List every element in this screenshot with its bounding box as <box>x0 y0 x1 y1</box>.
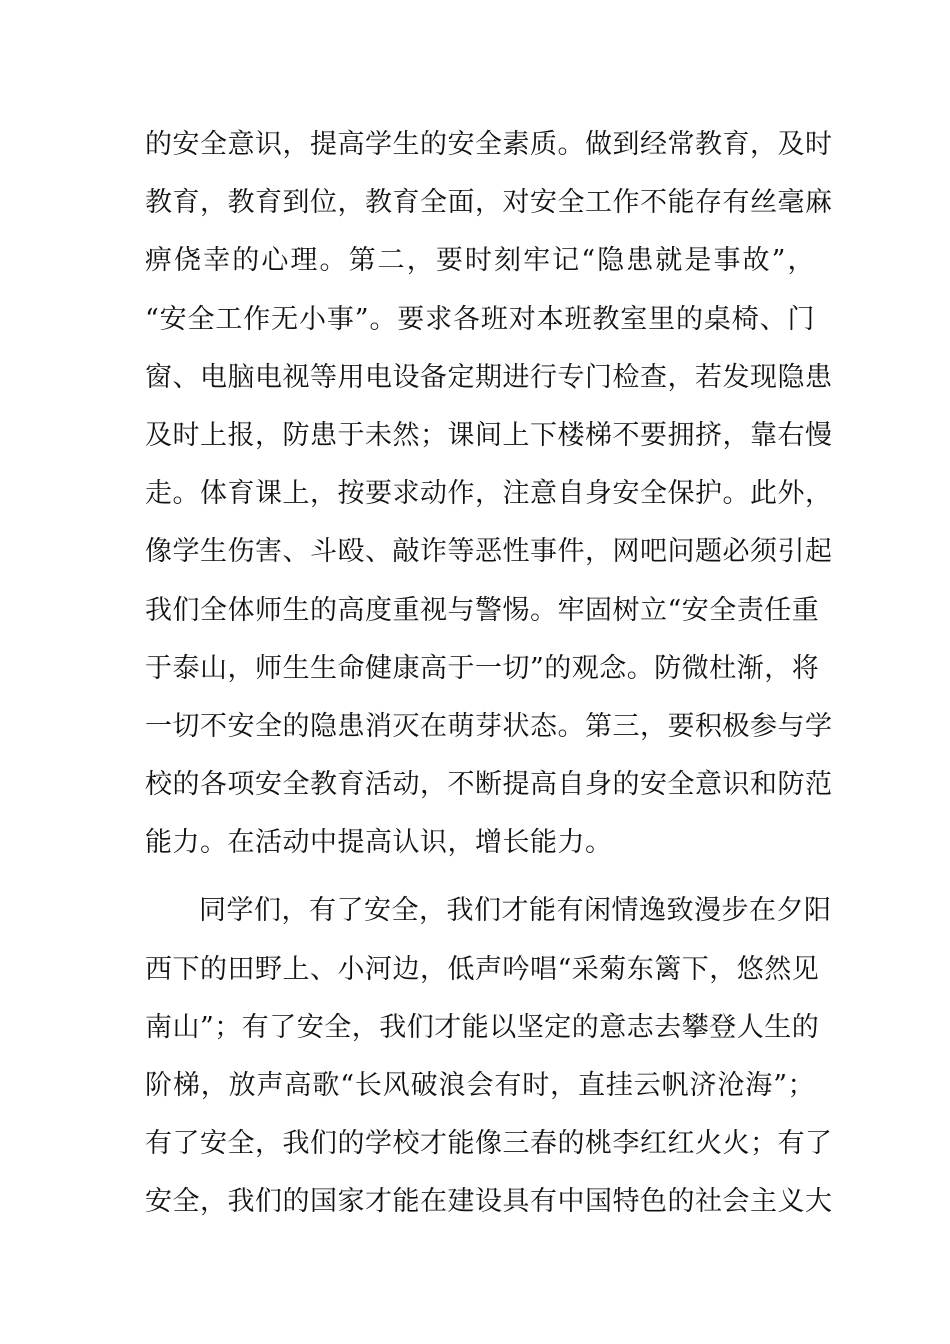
text-line: 教育，教育到位，教育全面，对安全工作不能存有丝毫麻 <box>145 187 833 219</box>
text-line: “安全工作无小事”。要求各班对本班教室里的桌椅、门 <box>145 303 815 335</box>
text-line: 走。体育课上，按要求动作，注意自身安全保护。此外， <box>145 478 833 510</box>
text-line: 窗、电脑电视等用电设备定期进行专门检查，若发现隐患 <box>145 361 833 393</box>
text-line: 安全，我们的国家才能在建设具有中国特色的社会主义大 <box>145 1186 833 1218</box>
text-line: 西下的田野上、小河边，低声吟唱“采菊东篱下，悠然见 <box>145 953 820 985</box>
body-text <box>145 116 833 1232</box>
text-line: 我们全体师生的高度重视与警惕。牢固树立“安全责任重 <box>145 594 820 626</box>
text-line: 的安全意识，提高学生的安全素质。做到经常教育，及时 <box>145 129 833 160</box>
paragraph-gap <box>145 872 815 882</box>
text-line: 南山”；有了安全，我们才能以坚定的意志去攀登人生的 <box>145 1011 820 1043</box>
text-line: 校的各项安全教育活动，不断提高自身的安全意识和防范 <box>145 769 833 801</box>
text-line: 于泰山，师生生命健康高于一切”的观念。防微杜渐，将 <box>145 652 820 684</box>
text-line: 像学生伤害、斗殴、敲诈等恶性事件，网吧问题必须引起 <box>145 536 833 568</box>
text-line: 阶梯，放声高歌“长风破浪会有时，直挂云帆济沧海”； <box>145 1070 815 1101</box>
text-line: 痹侥幸的心理。第二，要时刻牢记“隐患就是事故”， <box>145 245 815 277</box>
text-line: 能力。在活动中提高认识，增长能力。 <box>145 827 613 859</box>
text-line: 同学们，有了安全，我们才能有闲情逸致漫步在夕阳 <box>199 895 832 927</box>
text-line: 一切不安全的隐患消灭在萌芽状态。第三，要积极参与学 <box>145 710 833 742</box>
text-line: 及时上报，防患于未然；课间上下楼梯不要拥挤，靠右慢 <box>145 419 833 451</box>
text-line: 有了安全，我们的学校才能像三春的桃李红红火火；有了 <box>145 1128 833 1160</box>
